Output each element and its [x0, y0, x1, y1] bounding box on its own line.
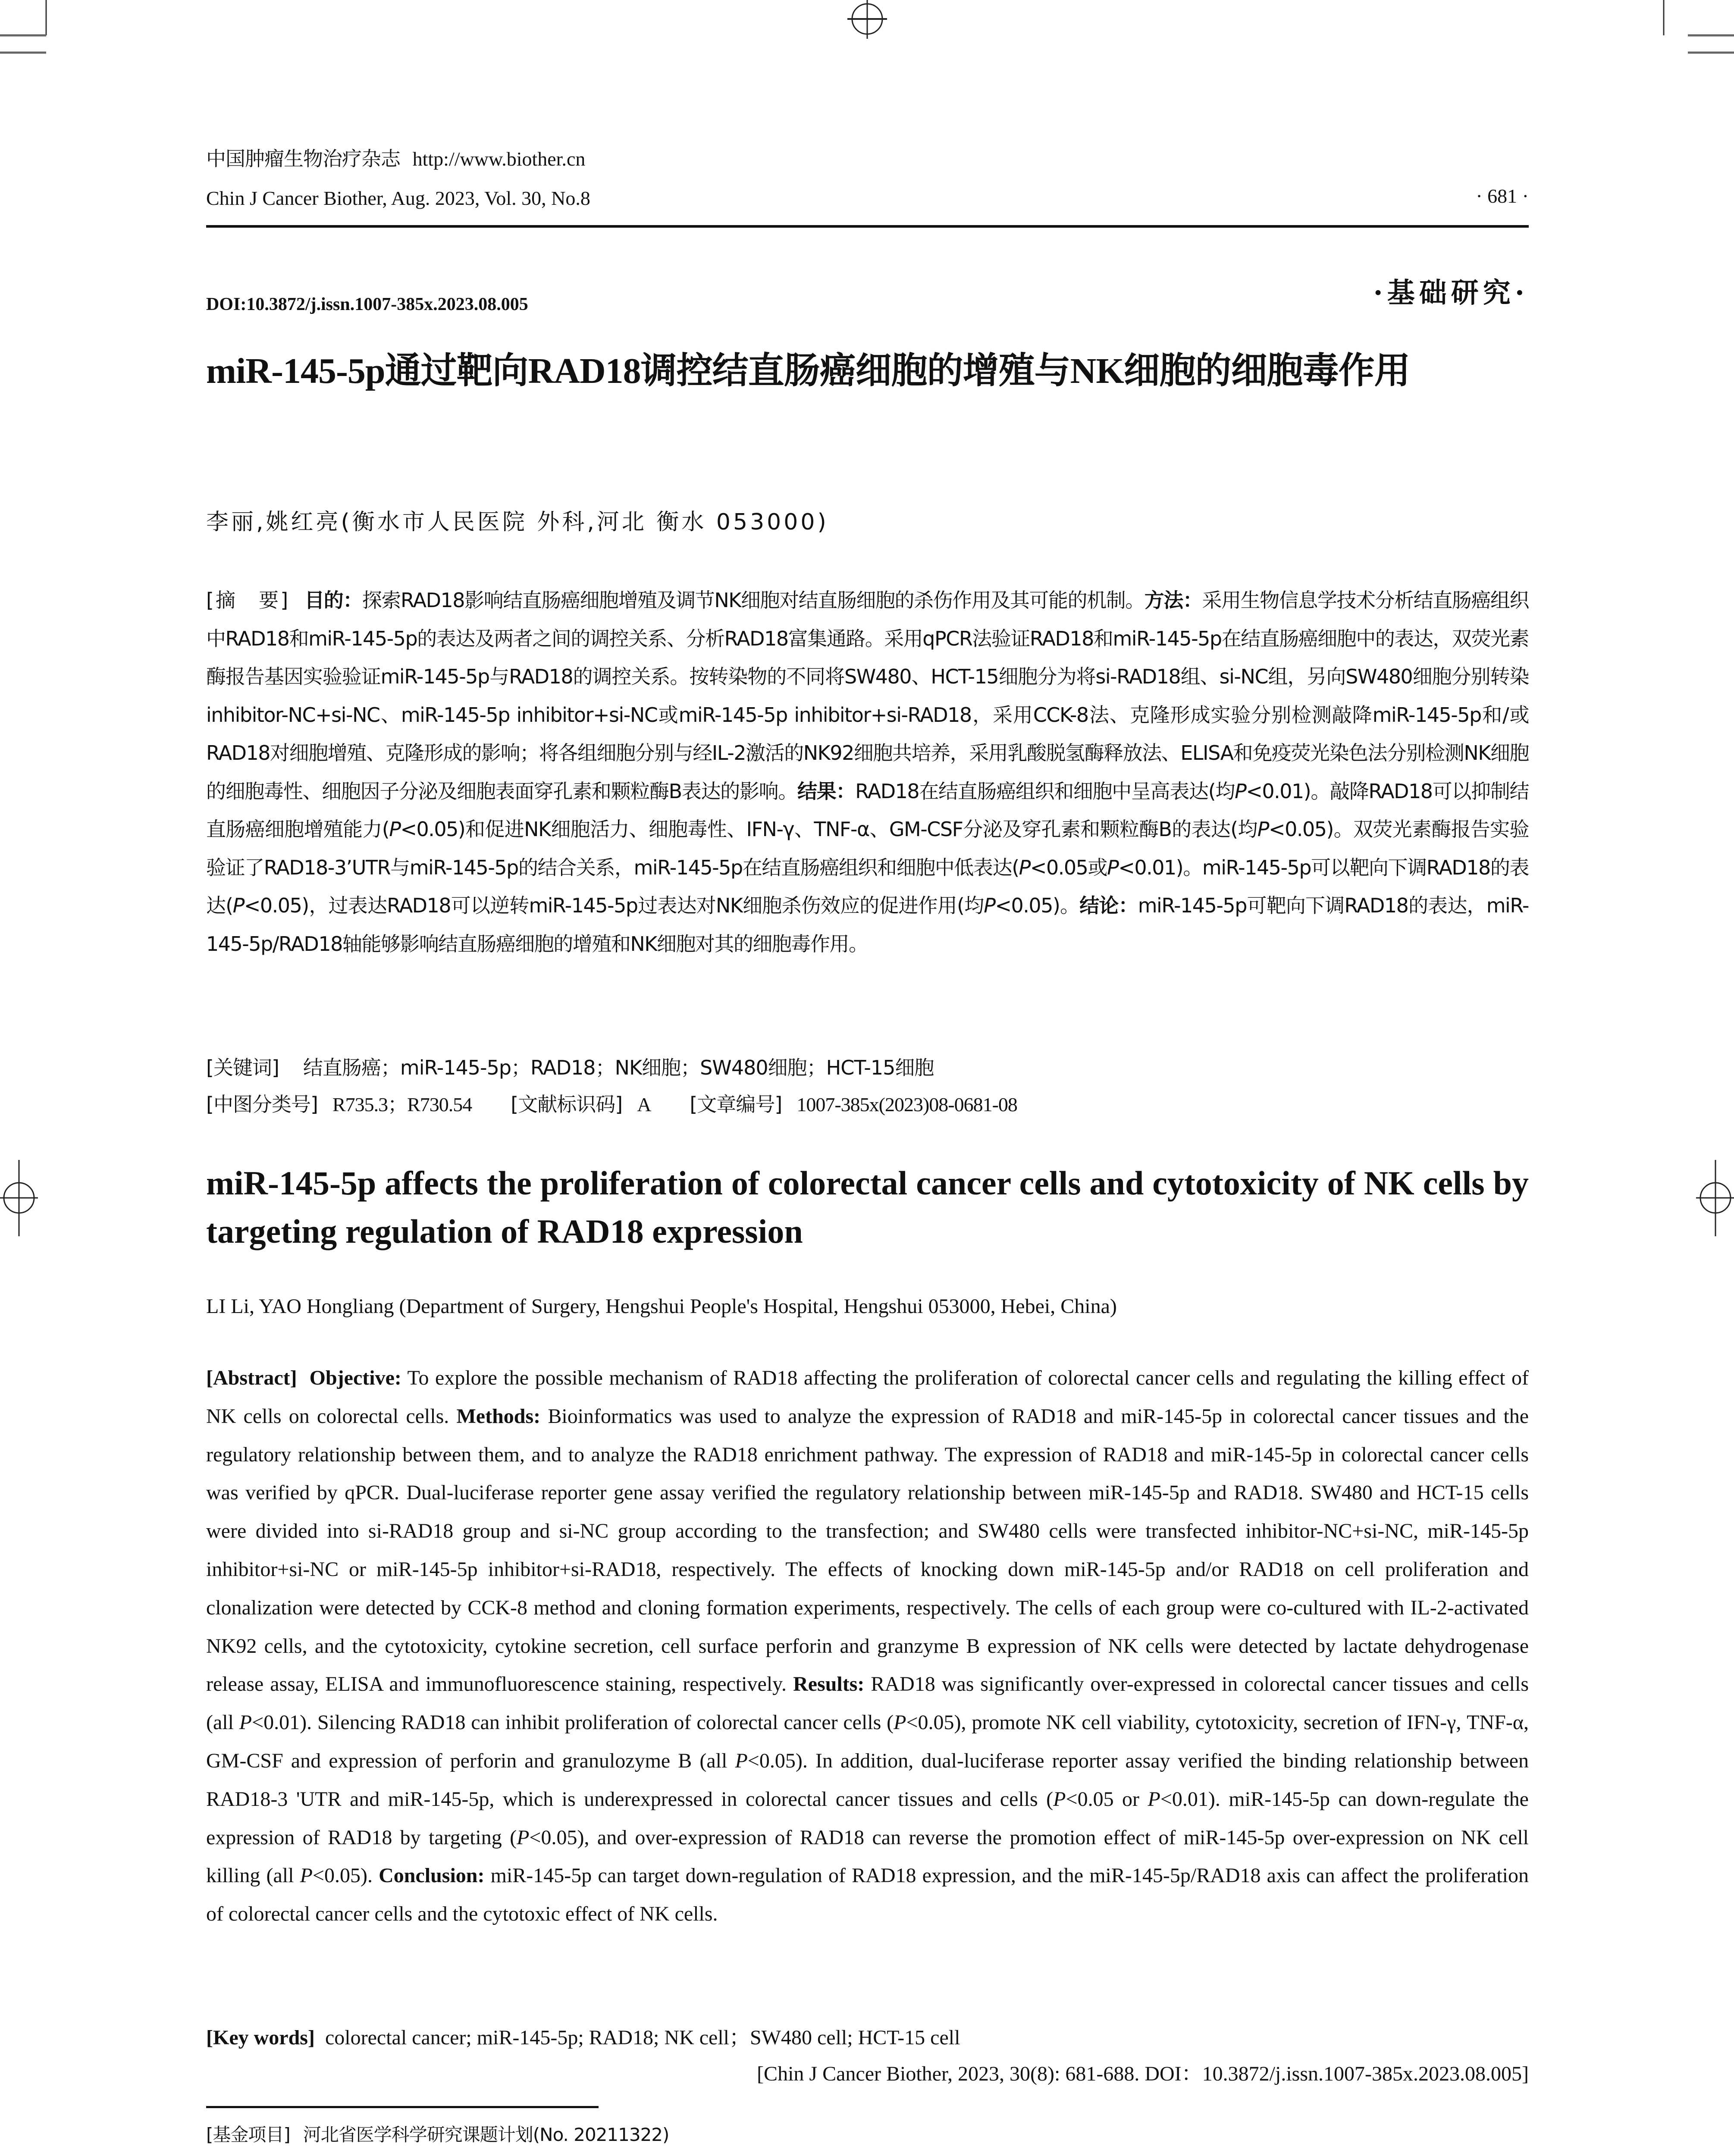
p-value-symbol: P	[1235, 779, 1246, 803]
registration-mark-left	[0, 1160, 38, 1236]
objective-label-en: Objective:	[309, 1366, 401, 1389]
p-value-symbol: P	[300, 1864, 313, 1887]
p-value-symbol: P	[232, 894, 244, 917]
conclusion-en: miR-145-5p can target down-regulation of RAD18 expression, and the miR-145-5p/RAD18 axis can affect the proliferation of colorectal cancer cells and the cytotoxic effect of NK cells.	[206, 1864, 1529, 1926]
title-cn-part: NK	[1070, 351, 1124, 391]
methods-cn: 采用生物信息学技术分析结直肠癌组织中RAD18和miR-145-5p的表达及两者之间的调控关系、分析RAD18富集通路。采用qPCR法验证RAD18和miR-145-5p在结直肠癌细胞中的表达，双荧光素酶报告基因实验验证miR-145-5p与RAD18的调控关系。按转染物的不同将SW480、HCT-15细胞分为将si-RAD18组、si-NC组，另向SW480细胞分别转染inhibitor-NC+si-NC、miR-145-5p inhibitor+si-NC或miR-145-5p inhibitor+si-RAD18，采用CCK-8法、克隆形成实验分别检测敲降miR-145-5p和/或RAD18对细胞增殖、克隆形成的影响；将各组细胞分别与经IL-2激活的NK92细胞共培养，采用乳酸脱氢酶释放法、ELISA和免疫荧光染色法分别检测NK细胞的细胞毒性、细胞因子分泌及细胞表面穿孔素和颗粒酶B表达的影响。	[206, 589, 1529, 803]
keywords-en-label: [Key words]	[206, 2026, 315, 2049]
authors-cn: 李丽,姚红亮(衡水市人民医院 外科,河北 衡水 053000)	[206, 509, 829, 535]
results-cn: <0.01)。miR-145-5p可以靶向下调RAD18的表达(	[206, 856, 1529, 917]
header-rule	[206, 225, 1529, 228]
footnote-funding	[206, 2121, 669, 2147]
journal-url[interactable]: http://www.biother.cn	[412, 148, 586, 170]
page-number: · 681 ·	[1476, 185, 1529, 207]
running-header-en: Chin J Cancer Biother, Aug. 2023, Vol. 30, No.8	[206, 187, 590, 209]
keywords-en-value: colorectal cancer; miR-145-5p; RAD18; NK cell；SW480 cell; HCT-15 cell	[325, 2026, 960, 2049]
results-cn: <0.01)。敲降RAD18可以抑制结直肠癌细胞增殖能力(	[206, 779, 1529, 841]
results-cn: <0.05)。	[995, 894, 1080, 917]
results-cn: <0.05或	[1030, 856, 1107, 879]
running-header-cn	[206, 147, 585, 171]
article-no-value: 1007-385x(2023)08-0681-08	[796, 1094, 1017, 1116]
abstract-en-label: [Abstract]	[206, 1366, 297, 1389]
p-value-symbol: P	[517, 1826, 530, 1849]
keywords-cn-value: 结直肠癌；miR-145-5p；RAD18；NK细胞；SW480细胞；HCT-15细胞	[303, 1056, 934, 1079]
objective-cn: 探索RAD18影响结直肠癌细胞增殖及调节NK细胞对结直肠细胞的杀伤作用及其可能的机制。	[362, 589, 1145, 612]
results-en: <0.01). miR-145-5p can down-regulate the expression of RAD18 by targeting (	[206, 1787, 1529, 1849]
keywords-cn-label: [关键词]	[206, 1056, 279, 1079]
clc-value: R735.3；R730.54	[332, 1094, 472, 1116]
section-tag: ·基础研究·	[1373, 277, 1529, 309]
p-value-symbol: P	[1019, 856, 1030, 879]
citation-line: [Chin J Cancer Biother, 2023, 30(8): 681-688. DOI：10.3872/j.issn.1007-385x.2023.08.005]	[757, 2062, 1529, 2085]
p-value-symbol: P	[1148, 1787, 1160, 1811]
doi-line[interactable]: DOI:10.3872/j.issn.1007-385x.2023.08.005	[206, 295, 528, 314]
p-value-symbol: P	[389, 818, 401, 841]
abstract-cn-label: [摘 要]	[206, 589, 290, 612]
objective-label-cn: 目的：	[304, 589, 362, 612]
keywords-en	[206, 2021, 960, 2050]
footnote-rule	[206, 2106, 599, 2108]
title-cn-part: 通过靶向	[385, 349, 528, 392]
authors-en: LI Li, YAO Hongliang (Department of Surgery, Hengshui People's Hospital, Hengshui 053000, Hebei, China)	[206, 1295, 1117, 1318]
abstract-en	[206, 1359, 1529, 1934]
classification-row	[206, 1089, 1017, 1117]
article-no-label: [文章编号]	[690, 1093, 782, 1116]
conclusion-label-cn: 结论：	[1079, 894, 1138, 917]
results-cn: <0.05)，过表达RAD18可以逆转miR-145-5p过表达对NK细胞杀伤效应的促进作用(均	[244, 894, 984, 917]
registration-mark-right	[1696, 1160, 1734, 1236]
results-label-cn: 结果：	[797, 779, 856, 803]
results-en: <0.05), and over-expression of RAD18 can reverse the promotion effect of miR-145-5p over-expression on NK cell killing (all	[206, 1826, 1529, 1887]
keywords-cn	[206, 1052, 934, 1081]
methods-label-en: Methods:	[456, 1404, 541, 1428]
results-en: RAD18 was significantly over-expressed in colorectal cancer tissues and cells (all	[206, 1673, 1529, 1734]
doc-code-label: [文献标识码]	[511, 1093, 623, 1116]
title-cn-part: 细胞的细胞毒作用	[1123, 349, 1410, 392]
p-value-symbol: P	[1107, 856, 1119, 879]
conclusion-cn: miR-145-5p可靶向下调RAD18的表达，miR-145-5p/RAD18轴能够影响结直肠癌细胞的增殖和NK细胞对其的细胞毒作用。	[206, 894, 1529, 956]
methods-en: Bioinformatics was used to analyze the expression of RAD18 and miR-145-5p in colorectal cancer tissues and the regulatory relationship between them, and to analyze the RAD18 enrichment pathway. The expression of RAD18 and miR-145-5p in colorectal cancer cells was verified by qPCR. Dual-luciferase reporter gene assay verified the regulatory relationship between miR-145-5p and RAD18. SW480 and HCT-15 cells were divided into si-RAD18 group and si-NC group according to the transfection; and SW480 cells were transfected inhibitor-NC+si-NC, miR-145-5p inhibitor+si-NC or miR-145-5p inhibitor+si-RAD18, respectively. The effects of knocking down miR-145-5p and/or RAD18 on cell proliferation and clonalization were detected by CCK-8 method and cloning formation experiments, respectively. The cells of each group were co-cultured with IL-2-activated NK92 cells, and the cytotoxicity, cytokine secretion, cell surface perforin and granzyme B expression of NK cells were detected by lactate dehydrogenase release assay, ELISA and immunofluorescence staining, respectively.	[206, 1404, 1529, 1696]
article-title-en: miR-145-5p affects the proliferation of colorectal cancer cells and cytotoxicity of NK cells by targeting regulation of RAD18 expression	[206, 1164, 1529, 1250]
conclusion-label-en: Conclusion:	[379, 1864, 485, 1887]
objective-en: To explore the possible mechanism of RAD18 affecting the proliferation of colorectal cancer cells and regulating the killing effect of NK cells on colorectal cells.	[206, 1366, 1529, 1428]
results-en: <0.05). In addition, dual-luciferase reporter assay verified the binding relationship between RAD18-3 'UTR and miR-145-5p, which is underexpressed in colorectal cancer tissues and cells (	[206, 1749, 1529, 1811]
p-value-symbol: P	[894, 1711, 906, 1734]
results-cn: <0.05)和促进NK细胞活力、细胞毒性、IFN-γ、TNF-α、GM-CSF分泌及穿孔素和颗粒酶B的表达(均	[400, 818, 1257, 841]
p-value-symbol: P	[984, 894, 995, 917]
title-cn-part: 调控结直肠癌细胞的增殖与	[640, 349, 1070, 392]
results-en: <0.05), promote NK cell viability, cytotoxicity, secretion of IFN-γ, TNF-α, GM-CSF and expression of perforin and granulozyme B (all	[206, 1711, 1529, 1772]
article-title-cn	[206, 345, 1534, 397]
results-cn: <0.05)。双荧光素酶报告实验验证了RAD18-3’UTR与miR-145-5p的结合关系，miR-145-5p在结直肠癌组织和细胞中低表达(	[206, 818, 1529, 879]
clc-label: [中图分类号]	[206, 1093, 318, 1116]
p-value-symbol: P	[239, 1711, 252, 1734]
title-cn-part: miR-145-5p	[206, 351, 385, 391]
p-value-symbol: P	[735, 1749, 748, 1772]
p-value-symbol: P	[1053, 1787, 1066, 1811]
results-en: <0.01). Silencing RAD18 can inhibit proliferation of colorectal cancer cells (	[252, 1711, 894, 1734]
footnote-value: 河北省医学科学研究课题计划(No. 20211322)	[303, 2124, 669, 2145]
methods-label-cn: 方法：	[1144, 589, 1202, 612]
results-en: <0.05 or	[1066, 1787, 1148, 1811]
registration-mark-top	[847, 0, 887, 39]
title-cn-part: RAD18	[528, 351, 641, 391]
journal-name-cn: 中国肿瘤生物治疗杂志	[206, 147, 400, 170]
results-cn: RAD18在结直肠癌组织和细胞中呈高表达(均	[855, 779, 1235, 803]
p-value-symbol: P	[1257, 818, 1269, 841]
doc-code-value: A	[637, 1094, 651, 1116]
footnote-label: [基金项目]	[206, 2124, 290, 2145]
results-en: <0.05).	[312, 1864, 373, 1887]
results-label-en: Results:	[793, 1673, 865, 1696]
abstract-cn	[206, 581, 1529, 963]
